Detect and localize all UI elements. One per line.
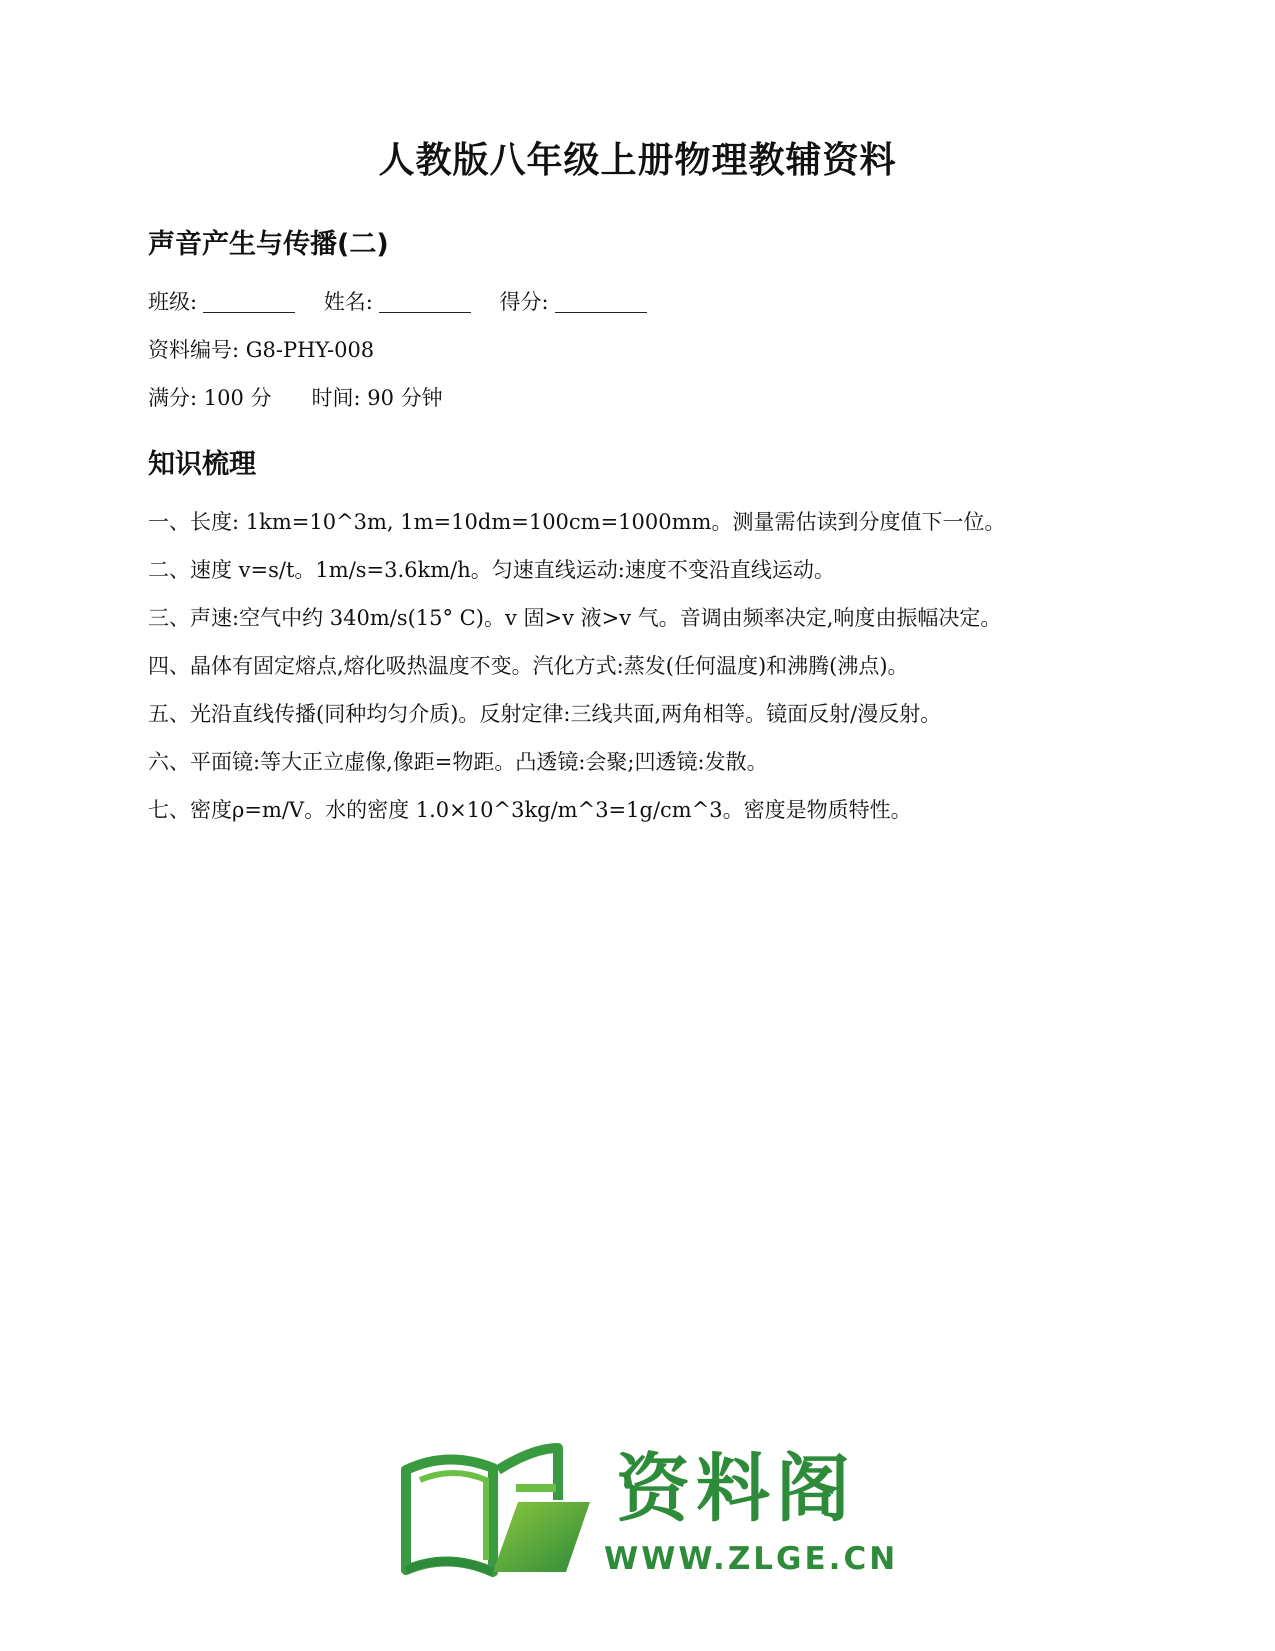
time-limit: 时间: 90 分钟 xyxy=(311,386,443,410)
name-label: 姓名: xyxy=(323,290,373,314)
knowledge-item: 二、速度 v=s/t。1m/s=3.6km/h。匀速直线运动:速度不变沿直线运动。 xyxy=(148,558,835,582)
score-field xyxy=(500,286,647,316)
knowledge-item: 五、光沿直线传播(同种均匀介质)。反射定律:三线共面,两角相等。镜面反射/漫反射。 xyxy=(148,702,942,726)
worksheet-subtitle: 声音产生与传播(二) xyxy=(148,229,389,260)
document-title: 人教版八年级上册物理教辅资料 xyxy=(378,140,897,181)
score-time-row xyxy=(148,382,443,412)
document-code: 资料编号: G8-PHY-008 xyxy=(148,338,375,362)
open-book-icon xyxy=(398,1440,598,1580)
score-blank[interactable] xyxy=(555,294,647,313)
logo-name: 资料阁 xyxy=(616,1446,856,1532)
section-heading: 知识梳理 xyxy=(148,449,256,480)
knowledge-item: 六、平面镜:等大正立虚像,像距=物距。凸透镜:会聚;凹透镜:发散。 xyxy=(148,750,768,774)
name-blank[interactable] xyxy=(379,294,471,313)
knowledge-item: 三、声速:空气中约 340m/s(15° C)。v 固>v 液>v 气。音调由频率决定,响度由振幅决定。 xyxy=(148,606,1002,630)
class-field xyxy=(148,286,295,316)
name-field xyxy=(324,286,471,316)
knowledge-item: 四、晶体有固定熔点,熔化吸热温度不变。汽化方式:蒸发(任何温度)和沸腾(沸点)。 xyxy=(148,654,909,678)
class-label: 班级: xyxy=(148,290,198,314)
logo-url[interactable]: WWW.ZLGE.CN xyxy=(604,1541,899,1577)
score-label: 得分: xyxy=(499,290,549,314)
knowledge-item: 七、密度ρ=m/V。水的密度 1.0×10^3kg/m^3=1g/cm^3。密度是物质特性。 xyxy=(148,798,912,822)
full-score: 满分: 100 分 xyxy=(148,386,272,410)
class-blank[interactable] xyxy=(203,294,295,313)
publisher-logo xyxy=(398,1440,899,1585)
knowledge-item: 一、长度: 1km=10^3m, 1m=10dm=100cm=1000mm。测量需估读到分度值下一位。 xyxy=(148,510,1006,534)
info-fields-row xyxy=(148,286,669,316)
